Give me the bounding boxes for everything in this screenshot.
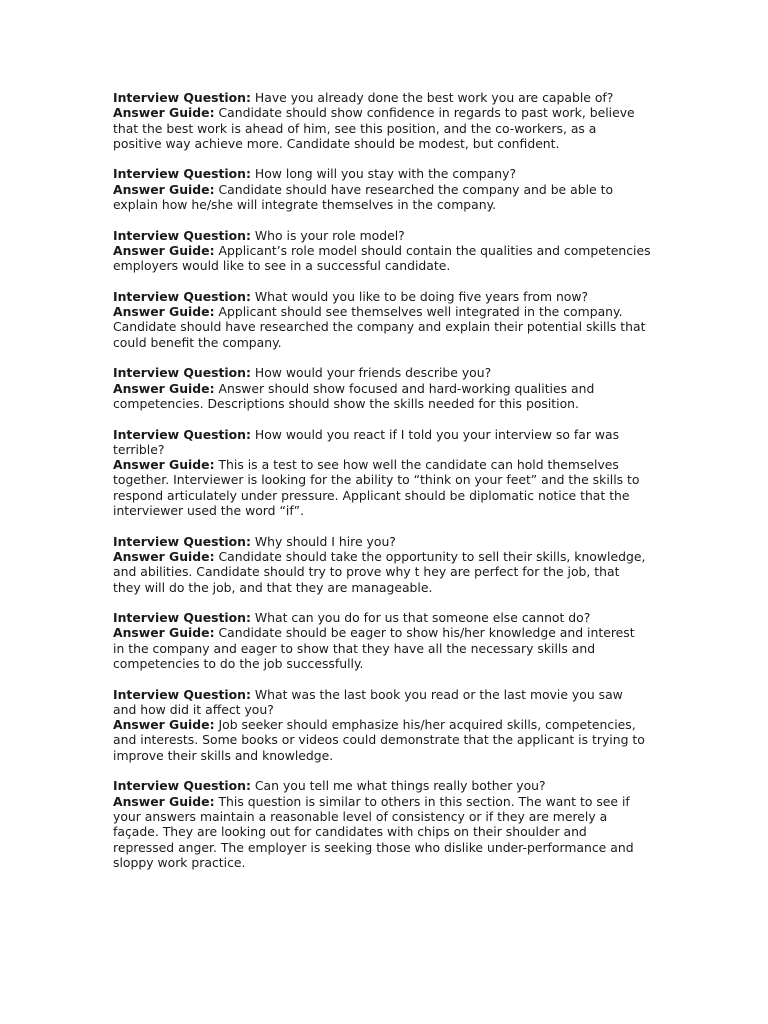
question-text: and how did it affect you? xyxy=(113,701,274,717)
question-line xyxy=(113,534,658,549)
answer-label: Answer Guide: xyxy=(113,181,215,197)
answer-text: they will do the job, and that they are manageable. xyxy=(113,579,433,595)
question-line xyxy=(113,228,658,243)
question-text: Have you already done the best work you are capable of? xyxy=(254,90,614,105)
answer-label: Answer Guide: xyxy=(113,242,215,258)
answer-text: Applicant’s role model should contain the qualities and competencies xyxy=(218,242,651,258)
answer-text: competencies. Descriptions should show the skills needed for this position. xyxy=(113,395,579,411)
answer-text: competencies to do the job successfully. xyxy=(113,655,364,671)
question-line xyxy=(113,289,658,304)
answer-text: Candidate should take the opportunity to sell their skills, knowledge, xyxy=(218,548,646,564)
question-label: Interview Question: xyxy=(113,610,251,626)
question-line xyxy=(113,90,658,105)
question-label: Interview Question: xyxy=(113,686,251,702)
question-line xyxy=(113,610,658,625)
question-line xyxy=(113,166,658,181)
answer-text: repressed anger. The employer is seeking those who dislike under-performance and xyxy=(113,839,634,855)
question-label: Interview Question: xyxy=(113,365,251,381)
question-label: Interview Question: xyxy=(113,778,251,794)
answer-line xyxy=(113,625,658,640)
answer-text: and abilities. Candidate should try to prove why t hey are perfect for the job, that xyxy=(113,564,620,580)
answer-text: Job seeker should emphasize his/her acquired skills, competencies, xyxy=(218,717,636,733)
question-text: Can you tell me what things really bother you? xyxy=(254,778,546,794)
question-line xyxy=(113,365,658,380)
answer-text: Applicant should see themselves well integrated in the company. xyxy=(218,304,623,320)
answer-label: Answer Guide: xyxy=(113,625,215,641)
qa-item xyxy=(113,427,658,519)
answer-text: employers would like to see in a successful candidate. xyxy=(113,258,451,274)
question-text: Who is your role model? xyxy=(254,227,405,243)
question-text: Why should I hire you? xyxy=(254,533,396,549)
qa-item xyxy=(113,90,658,151)
question-text: What can you do for us that someone else cannot do? xyxy=(254,610,591,626)
answer-text: could benefit the company. xyxy=(113,334,282,350)
answer-text: explain how he/she will integrate themselves in the company. xyxy=(113,197,497,213)
qa-item xyxy=(113,610,658,671)
answer-line xyxy=(113,549,658,564)
question-label: Interview Question: xyxy=(113,227,251,243)
answer-label: Answer Guide: xyxy=(113,457,215,473)
document-page xyxy=(113,90,658,885)
answer-text: interviewer used the word “if”. xyxy=(113,503,305,519)
answer-label: Answer Guide: xyxy=(113,380,215,396)
answer-text: Candidate should have researched the company and explain their potential skills that xyxy=(113,319,646,335)
qa-item xyxy=(113,534,658,595)
question-label: Interview Question: xyxy=(113,166,251,182)
answer-line xyxy=(113,381,658,396)
answer-label: Answer Guide: xyxy=(113,793,215,809)
question-text: How would your friends describe you? xyxy=(254,365,492,381)
question-label: Interview Question: xyxy=(113,426,251,442)
answer-text: This is a test to see how well the candidate can hold themselves xyxy=(218,457,619,473)
answer-text: positive way achieve more. Candidate should be modest, but confident. xyxy=(113,135,560,151)
answer-line xyxy=(113,457,658,472)
question-line xyxy=(113,427,658,442)
answer-label: Answer Guide: xyxy=(113,548,215,564)
answer-text: and interests. Some books or videos could demonstrate that the applicant is trying to xyxy=(113,732,645,748)
answer-label: Answer Guide: xyxy=(113,105,215,121)
answer-text: façade. They are looking out for candidates with chips on their shoulder and xyxy=(113,824,587,840)
qa-item xyxy=(113,166,658,212)
qa-item xyxy=(113,228,658,274)
answer-line xyxy=(113,105,658,120)
answer-text: your answers maintain a reasonable level of consistency or if they are merely a xyxy=(113,808,608,824)
answer-line xyxy=(113,182,658,197)
answer-text: together. Interviewer is looking for the ability to “think on your feet” and the skills to xyxy=(113,472,640,488)
qa-item xyxy=(113,365,658,411)
answer-text: in the company and eager to show that they have all the necessary skills and xyxy=(113,640,596,656)
answer-label: Answer Guide: xyxy=(113,717,215,733)
question-line xyxy=(113,687,658,702)
answer-line xyxy=(113,717,658,732)
question-text: How would you react if I told you your interview so far was xyxy=(254,426,620,442)
question-label: Interview Question: xyxy=(113,533,251,549)
answer-text: Candidate should have researched the company and be able to xyxy=(218,181,614,197)
question-line xyxy=(113,778,658,793)
question-text: What would you like to be doing five years from now? xyxy=(254,288,589,304)
answer-text: This question is similar to others in this section. The want to see if xyxy=(218,793,630,809)
answer-text: Answer should show focused and hard-working qualities and xyxy=(218,380,595,396)
answer-text: Candidate should be eager to show his/her knowledge and interest xyxy=(218,625,635,641)
answer-text: Candidate should show confidence in regards to past work, believe xyxy=(218,105,635,121)
answer-text: sloppy work practice. xyxy=(113,854,246,870)
question-text: What was the last book you read or the last movie you saw xyxy=(254,686,623,702)
qa-item xyxy=(113,289,658,350)
question-text: How long will you stay with the company? xyxy=(254,166,517,182)
question-text: terrible? xyxy=(113,441,165,457)
qa-item xyxy=(113,687,658,763)
answer-label: Answer Guide: xyxy=(113,304,215,320)
answer-text: respond articulately under pressure. Applicant should be diplomatic notice that the xyxy=(113,487,630,503)
question-label: Interview Question: xyxy=(113,288,251,304)
answer-line xyxy=(113,304,658,319)
question-label: Interview Question: xyxy=(113,90,251,105)
answer-text: that the best work is ahead of him, see this position, and the co-workers, as a xyxy=(113,120,597,136)
answer-line xyxy=(113,243,658,258)
answer-text: improve their skills and knowledge. xyxy=(113,747,334,763)
answer-line xyxy=(113,794,658,809)
qa-item xyxy=(113,778,658,870)
